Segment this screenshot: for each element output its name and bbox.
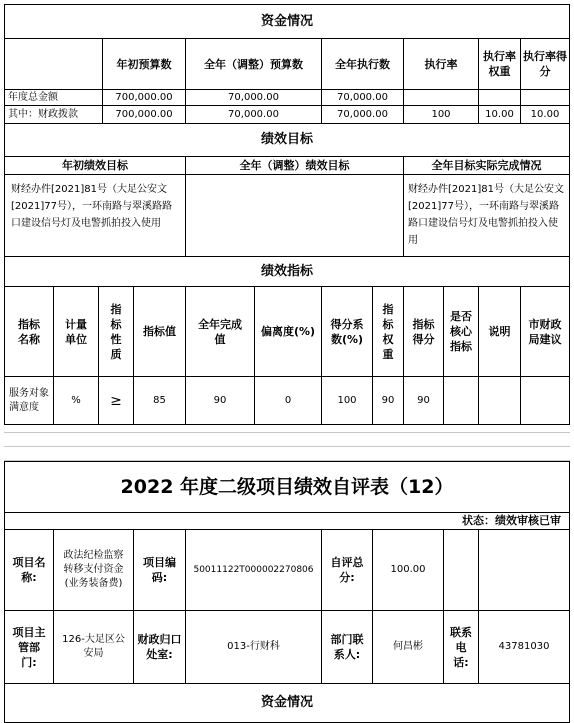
ind-header-weight: 指标权重: [372, 286, 404, 377]
fund-cell: 70,000.00: [321, 89, 404, 106]
contact-value: 何昌彬: [372, 610, 444, 684]
fund-header-executed: 全年执行数: [321, 38, 404, 90]
project-name-value: 政法纪检监察转移支付资金(业务装备费): [53, 529, 134, 611]
score-blank: [443, 529, 479, 611]
fund-row-label: 年度总金额: [4, 89, 103, 106]
fund-cell: 100: [403, 105, 479, 124]
goals-header-initial: 年初绩效目标: [4, 156, 186, 175]
ind-cell-score: 90: [403, 376, 444, 425]
goals-actual-text: 财经办件[2021]81号（大足公安文[2021]77号），一环南路与翠溪路路口建设信号灯及电警抓拍投入使用: [403, 174, 570, 257]
ind-header-note: 说明: [478, 286, 521, 377]
goals-header-actual: 全年目标实际完成情况: [403, 156, 570, 175]
fund-header-rate-score: 执行率得分: [520, 38, 570, 90]
score-label: 自评总分:: [321, 529, 373, 611]
goals-header-adjusted: 全年（调整）绩效目标: [185, 156, 404, 175]
ind-header-completed: 全年完成值: [185, 286, 255, 377]
project-name-label: 项目名称:: [4, 529, 54, 611]
ind-cell-core: [443, 376, 479, 425]
dept-label: 项目主管部门:: [4, 610, 54, 684]
fund-cell: [403, 89, 479, 106]
project-code-label: 项目编码:: [133, 529, 186, 611]
fund-cell: 70,000.00: [185, 89, 322, 106]
ind-header-deviation: 偏离度(%): [254, 286, 322, 377]
gridline: [4, 446, 570, 447]
fund-section-title: 资金情况: [4, 4, 570, 39]
goals-initial-text: 财经办件[2021]81号（大足公安文[2021]77号），一环南路与翠溪路路口建设信号灯及电警抓拍投入使用: [4, 174, 186, 257]
ind-header-unit: 计量单位: [53, 286, 99, 377]
fund-cell: [478, 89, 521, 106]
ind-cell-suggestion: [520, 376, 570, 425]
fund-header-blank: [4, 38, 103, 90]
fund-cell: 70,000.00: [185, 105, 322, 124]
ind-header-score: 指标得分: [403, 286, 444, 377]
ind-cell-completed: 90: [185, 376, 255, 425]
score-blank: [478, 529, 570, 611]
form-title: 2022 年度二级项目绩效自评表（12）: [4, 461, 570, 513]
fund-cell: [520, 89, 570, 106]
ind-header-nature: 指标性质: [98, 286, 134, 377]
ind-cell-note: [478, 376, 521, 425]
ind-header-coefficient: 得分系数(%): [321, 286, 373, 377]
finance-label: 财政归口处室:: [133, 610, 186, 684]
form-fund-section-title: 资金情况: [4, 683, 570, 723]
project-code-value: 50011122T000002270806: [185, 529, 322, 611]
contact-label: 部门联系人:: [321, 610, 373, 684]
fund-cell: 10.00: [478, 105, 521, 124]
ind-header-value: 指标值: [133, 286, 186, 377]
ind-cell-name: 服务对象满意度: [4, 376, 54, 425]
fund-cell: 700,000.00: [102, 105, 186, 124]
ind-header-name: 指标名称: [4, 286, 54, 377]
fund-header-adjusted: 全年（调整）预算数: [185, 38, 322, 90]
ind-cell-weight: 90: [372, 376, 404, 425]
indicators-section-title: 绩效指标: [4, 256, 570, 287]
fund-header-initial: 年初预算数: [102, 38, 186, 90]
fund-cell: 700,000.00: [102, 89, 186, 106]
finance-value: 013-行财科: [185, 610, 322, 684]
ind-header-suggestion: 市财政局建议: [520, 286, 570, 377]
ind-cell-unit: %: [53, 376, 99, 425]
fund-cell: 10.00: [520, 105, 570, 124]
phone-label: 联系电话:: [443, 610, 479, 684]
score-value: 100.00: [372, 529, 444, 611]
fund-cell: 70,000.00: [321, 105, 404, 124]
fund-header-rate: 执行率: [403, 38, 479, 90]
fund-row-label: 其中：财政拨款: [4, 105, 103, 124]
goals-section-title: 绩效目标: [4, 123, 570, 157]
dept-value: 126-大足区公安局: [53, 610, 134, 684]
goals-adjusted-text: [185, 174, 404, 257]
ind-cell-value: 85: [133, 376, 186, 425]
form-status: 状态：绩效审核已审: [4, 512, 570, 530]
fund-header-rate-weight: 执行率权重: [478, 38, 521, 90]
ind-cell-deviation: 0: [254, 376, 322, 425]
gridline: [4, 432, 570, 433]
phone-value: 43781030: [478, 610, 570, 684]
ind-cell-coefficient: 100: [321, 376, 373, 425]
ind-header-core: 是否核心指标: [443, 286, 479, 377]
ind-cell-nature: ≥: [98, 376, 134, 425]
